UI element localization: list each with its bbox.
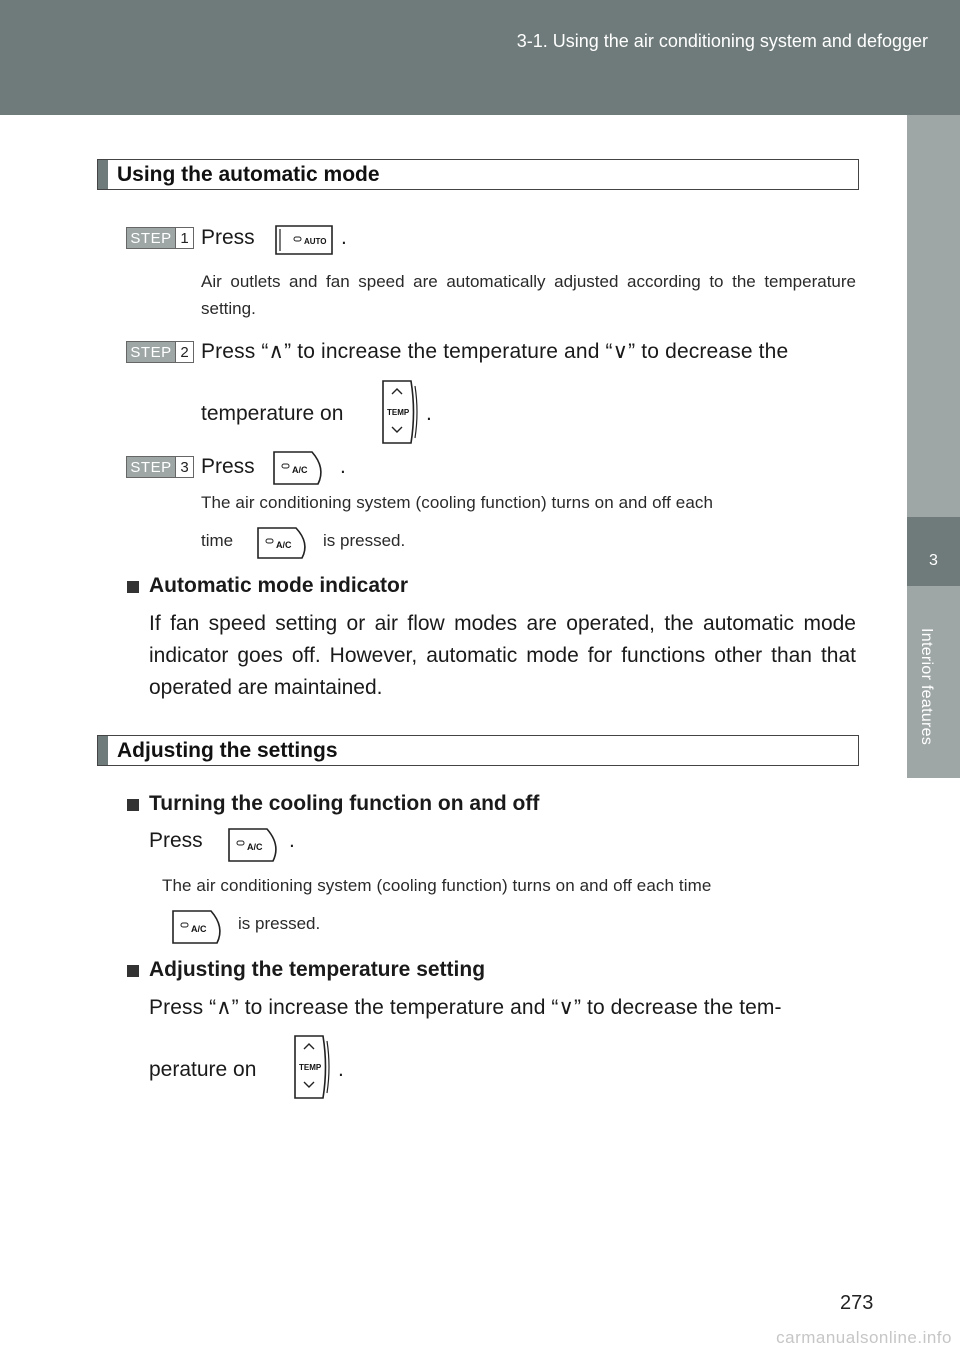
- temp-button-icon: [378, 378, 420, 446]
- section-heading-automatic-mode: [97, 159, 859, 190]
- step3-note-pressed: is pressed.: [323, 531, 406, 550]
- step1-note: Air outlets and fan speed are automatically adjusted according to the temperature setting.: [201, 272, 856, 318]
- step3-note-time: time: [201, 531, 234, 550]
- heading-bar: [98, 160, 108, 189]
- side-tab-top: [907, 115, 960, 517]
- step-label: STEP: [127, 342, 175, 362]
- ac-button-icon: [223, 825, 285, 865]
- step-label: STEP: [127, 457, 175, 477]
- subheading-cooling: Turning the cooling function on and off: [149, 792, 540, 815]
- ac-button-icon: [268, 448, 330, 488]
- step2-line1: Press “∧” to increase the temperature and “∨” to decrease the: [201, 340, 789, 363]
- step-number: 1: [175, 228, 193, 248]
- cooling-period: .: [289, 829, 295, 852]
- temperature-period: .: [338, 1058, 344, 1081]
- section-title: Using the automatic mode: [117, 163, 380, 186]
- step-label: STEP: [127, 228, 175, 248]
- step3-period: .: [340, 455, 346, 478]
- bullet-square-icon: [127, 799, 139, 811]
- step2-period: .: [426, 402, 432, 425]
- subheading-auto-indicator: Automatic mode indicator: [149, 574, 409, 597]
- cooling-note-pressed: is pressed.: [238, 914, 321, 933]
- svg-text:TEMP: TEMP: [299, 1063, 322, 1072]
- auto-button-icon: [272, 223, 336, 257]
- step-number: 3: [175, 457, 193, 477]
- temp-button-icon: [290, 1033, 332, 1101]
- svg-text:AUTO: AUTO: [304, 237, 327, 246]
- step3-note-line1: The air conditioning system (cooling function) turns on and off each: [201, 493, 714, 512]
- step1-period: .: [341, 226, 347, 249]
- step2-line2: temperature on: [201, 402, 344, 425]
- chapter-number: 3: [929, 552, 938, 569]
- ac-button-icon: [167, 907, 229, 947]
- chapter-title: 3-1. Using the air conditioning system and defogger: [516, 31, 928, 51]
- cooling-press-text: Press: [149, 829, 203, 852]
- cooling-note-line1: The air conditioning system (cooling function) turns on and off each time: [162, 876, 712, 895]
- temperature-line1: Press “∧” to increase the temperature and “∨” to decrease the tem-: [149, 996, 782, 1019]
- chapter-label: Interior features: [918, 628, 935, 746]
- step-badge-3: [126, 456, 194, 478]
- subheading-temperature: Adjusting the temperature setting: [149, 958, 486, 981]
- svg-text:A/C: A/C: [292, 465, 308, 475]
- section-heading-adjusting: [97, 735, 859, 766]
- auto-indicator-body: If fan speed setting or air flow modes are operated, the automatic mode indicator goes off. However, automatic mode for functions other than that operated are maintained.: [149, 612, 856, 699]
- svg-text:A/C: A/C: [276, 540, 292, 550]
- temperature-line2: perature on: [149, 1058, 257, 1081]
- heading-bar: [98, 736, 108, 765]
- bullet-square-icon: [127, 965, 139, 977]
- svg-text:A/C: A/C: [247, 842, 263, 852]
- step-badge-2: [126, 341, 194, 363]
- bullet-square-icon: [127, 581, 139, 593]
- page-header: [0, 0, 960, 115]
- svg-text:A/C: A/C: [191, 924, 207, 934]
- step3-press-text: Press: [201, 455, 255, 478]
- page-number: 273: [840, 1292, 874, 1314]
- watermark: carmanualsonline.info: [776, 1328, 952, 1347]
- ac-button-icon: [252, 524, 314, 562]
- step-number: 2: [175, 342, 193, 362]
- step1-press-text: Press: [201, 226, 255, 249]
- section-title: Adjusting the settings: [117, 739, 338, 762]
- svg-text:TEMP: TEMP: [387, 408, 410, 417]
- step-badge-1: [126, 227, 194, 249]
